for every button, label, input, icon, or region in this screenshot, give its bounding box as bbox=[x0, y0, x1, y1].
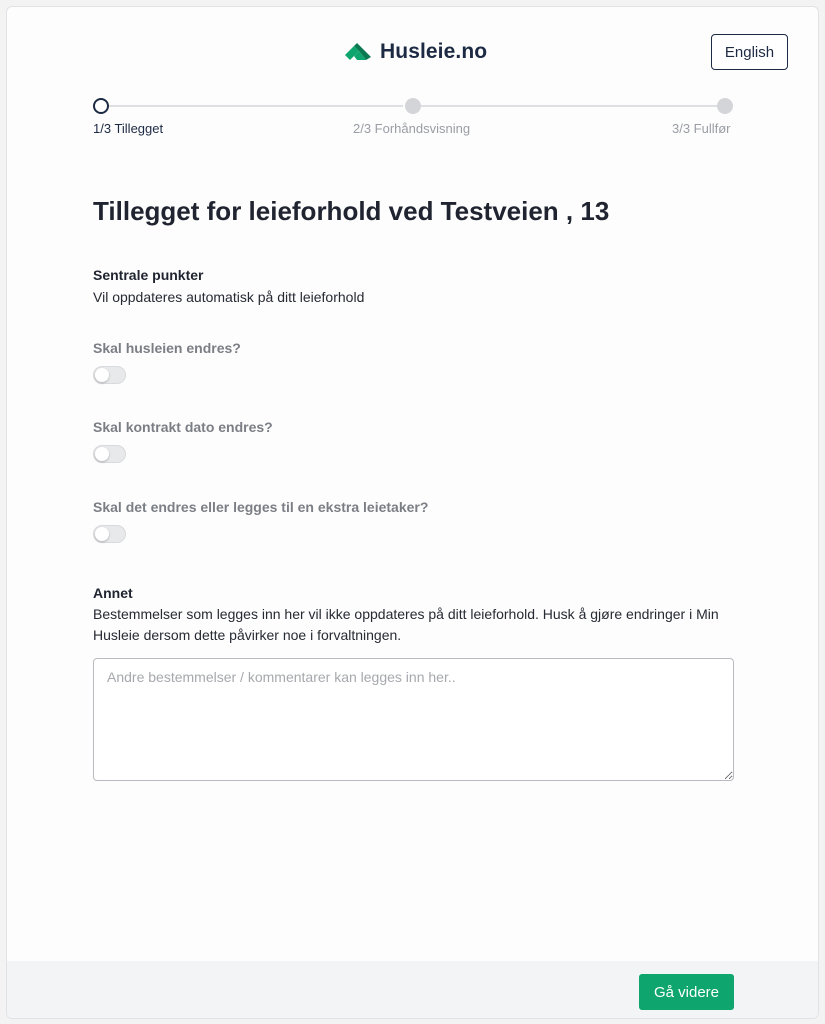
tenancy-addendum-card bbox=[6, 6, 819, 1019]
step-2-label: 2/3 Forhåndsvisning bbox=[353, 121, 471, 136]
step-3-indicator bbox=[717, 98, 733, 114]
other-description: Bestemmelser som legges inn her vil ikke oppdateres på ditt leieforhold. Husk å gjøre endringer i Min Husleie dersom dette påvirker noe i forvaltningen. bbox=[93, 606, 719, 643]
contract-date-question: Skal kontrakt dato endres? bbox=[93, 419, 273, 435]
other-heading: Annet bbox=[93, 585, 133, 601]
extra-tenant-toggle[interactable] bbox=[93, 525, 126, 543]
page-title: Tillegget for leieforhold ved Testveien , 13 bbox=[93, 196, 610, 226]
stepper-connector bbox=[109, 105, 403, 107]
key-points-description: Vil oppdateres automatisk på ditt leieforhold bbox=[93, 289, 365, 305]
step-1-label: 1/3 Tillegget bbox=[93, 121, 164, 136]
step-1-indicator bbox=[93, 98, 109, 114]
stepper-connector bbox=[421, 105, 717, 107]
rent-change-toggle[interactable] bbox=[93, 366, 126, 384]
rent-change-question: Skal husleien endres? bbox=[93, 340, 241, 356]
logo-text: Husleie.no bbox=[380, 40, 488, 63]
extra-tenant-question: Skal det endres eller legges til en ekstra leietaker? bbox=[93, 499, 429, 515]
language-button[interactable]: English bbox=[711, 34, 788, 70]
contract-date-toggle[interactable] bbox=[93, 445, 126, 463]
toggle-knob bbox=[95, 447, 109, 461]
footer-bar bbox=[7, 961, 818, 1019]
step-3-label: 3/3 Fullfør bbox=[672, 121, 731, 136]
toggle-knob bbox=[95, 368, 109, 382]
progress-stepper bbox=[7, 7, 818, 147]
key-points-heading: Sentrale punkter bbox=[93, 267, 204, 283]
step-2-indicator bbox=[405, 98, 421, 114]
other-provisions-textarea[interactable] bbox=[93, 658, 734, 781]
toggle-knob bbox=[95, 527, 109, 541]
continue-button[interactable]: Gå videre bbox=[639, 974, 734, 1010]
